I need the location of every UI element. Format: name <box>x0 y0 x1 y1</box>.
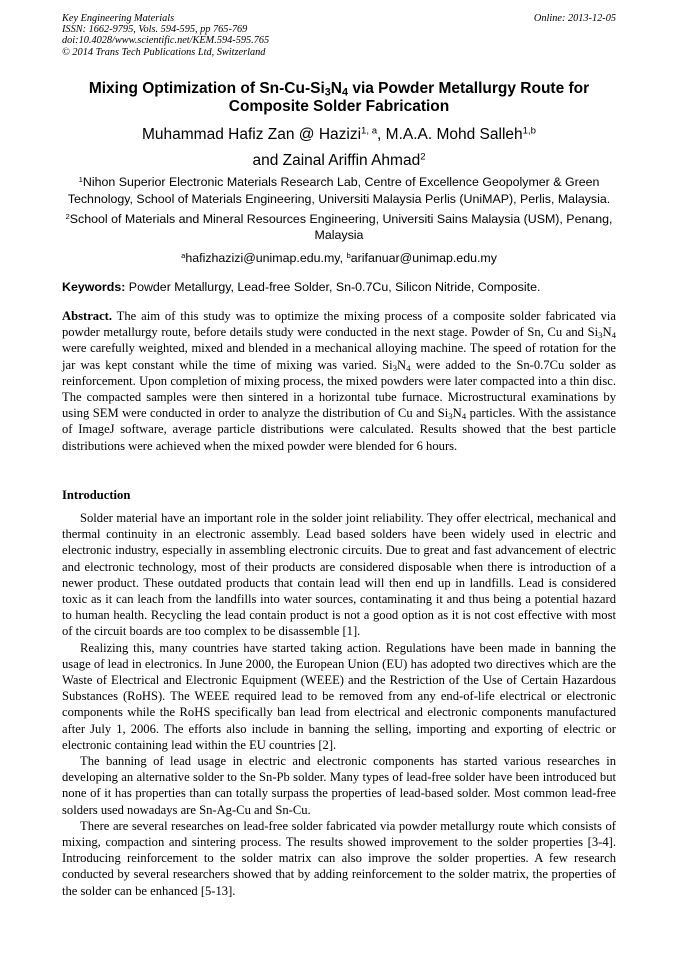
journal-name: Key Engineering Materials <box>62 13 175 24</box>
abstract: Abstract. The aim of this study was to optimize the mixing process of a composite solder fabricated via powder metallurgy route, before details study were conducted in the next stage. Powder of Sn, Cu and $Si_3N_4$ were carefully weighted, mixed and blended in a mechanical alloying machine. The speed of rotation for the jar was kept constant while the time of mixing was varied. $Si_3N_4$ were added to the Sn-0.7Cu solder as reinforcement. Upon completion of mixing process, the mixed powders were later compacted into a thin disc. The compacted samples were then sintered in a horizontal tube furnace. Microstructural examinations by using SEM were conducted in order to analyze the distribution of Cu and $Si_3N_4$ particles. With the assistance of ImageJ software, average particle distributions were calculated. Results showed that the best particle distributions were achieved when the mixed powder were blended for 6 hours. <box>62 309 616 453</box>
author-list: Muhammad Hafiz Zan @ Hazizi$^{1, a}$, M.A.A. Mohd Salleh$^{1,b}$ and Zainal Ariffin Ahmad$^2$ <box>142 125 536 169</box>
affiliation-1: $^1$Nihon Superior Electronic Materials Research Lab, Centre of Excellence Geopolymer & Green Technology, School of Materials Engineering, Universiti Malaysia Perlis (UniMAP), Perlis, Malaysia. <box>67 174 611 206</box>
copyright-line: © 2014 Trans Tech Publications Ltd, Switzerland <box>62 46 266 58</box>
paragraph: Realizing this, many countries have started taking action. Regulations have been made in banning the usage of lead in electronics. In June 2000, the European Union (EU) has adopted two directives which are the Waste of Electrical and Electronic Equipment (WEEE) and the Restriction of the Use of Certain Hazardous Substances (RoHS). The WEEE required lead to be removed from any end-of-life electrical or electronic components while the RoHS specifically ban lead from electrical and electronic components manufactured after July 1, 2006. The efforts also include in banning the selling, importing and exporting of electric or electronic containing lead within the EU countries [2]. <box>62 640 616 752</box>
abstract-label: Abstract. <box>62 309 113 323</box>
keywords: Keywords: Powder Metallurgy, Lead-free Solder, Sn-0.7Cu, Silicon Nitride, Composite. <box>62 280 541 294</box>
section-heading-introduction: Introduction <box>62 488 131 502</box>
doi-line: doi:10.4028/www.scientific.net/KEM.594-595.765 <box>62 35 270 47</box>
paragraph: Solder material have an important role in the solder joint reliability. They offer electrical, mechanical and thermal continuity in an electronic assembly. Lead based solders have been widely used in electric and electronic industry, especially in assembling electronic circuits. Due to great and fast advancement of electric and electronic technology, most of their products are considered disposable when there is introduction of a newer product. These outdated products that contain lead will then end up in landfills. Lead is considered toxic as it can leach from the landfills into water sources, contaminating it and thus being a potential hazard to human health. Recycling the lead contain product is not a good option as it is not cost effective with most of the circuit boards are too complex to be disassemble [1]. <box>62 511 616 639</box>
author-emails: $^a$hafizhazizi@unimap.edu.my, $^b$arifanuar@unimap.edu.my <box>181 250 497 266</box>
paper-title: Mixing Optimization of $Sn-Cu-Si_3N_4$ via Powder Metallurgy Route for Composite Solder Fabrication <box>88 80 590 115</box>
affiliation-2: $^2$School of Materials and Mineral Resources Engineering, Universiti Sains Malaysia (USM), Penang, Malaysia <box>65 211 613 243</box>
online-date: Online: 2013-12-05 <box>533 13 616 24</box>
paragraph: There are several researches on lead-free solder fabricated via powder metallurgy route which consists of mixing, compaction and sintering process. The results showed improvement to the solder properties [3-4]. Introducing reinforcement to the solder matrix can also improve the solder properties. A few research conducted by several researchers showed that by adding reinforcement to the solder matrix, the properties of the solder can be enhanced [5-13]. <box>62 818 616 898</box>
introduction-body <box>62 510 616 899</box>
issn-line: ISSN: 1662-9795, Vols. 594-595, pp 765-769 <box>62 24 248 36</box>
page-header <box>62 13 616 58</box>
affiliations <box>62 174 616 270</box>
author-2: , M.A.A. Mohd Salleh <box>377 126 523 143</box>
author-3: and Zainal Ariffin Ahmad <box>252 152 421 169</box>
paragraph: The banning of lead usage in electric and electronic components has started various researches in developing an alternative solder to the Sn-Pb solder. Many types of lead-free solder have been introduced but none of it has properties than can totally surpass the properties of lead-based solder. Most common lead-free solders used nowadays are Sn-Ag-Cu and Sn-Cu. <box>62 754 616 817</box>
author-1: Muhammad Hafiz Zan @ Hazizi <box>142 126 362 143</box>
keywords-label: Keywords: <box>62 280 126 294</box>
